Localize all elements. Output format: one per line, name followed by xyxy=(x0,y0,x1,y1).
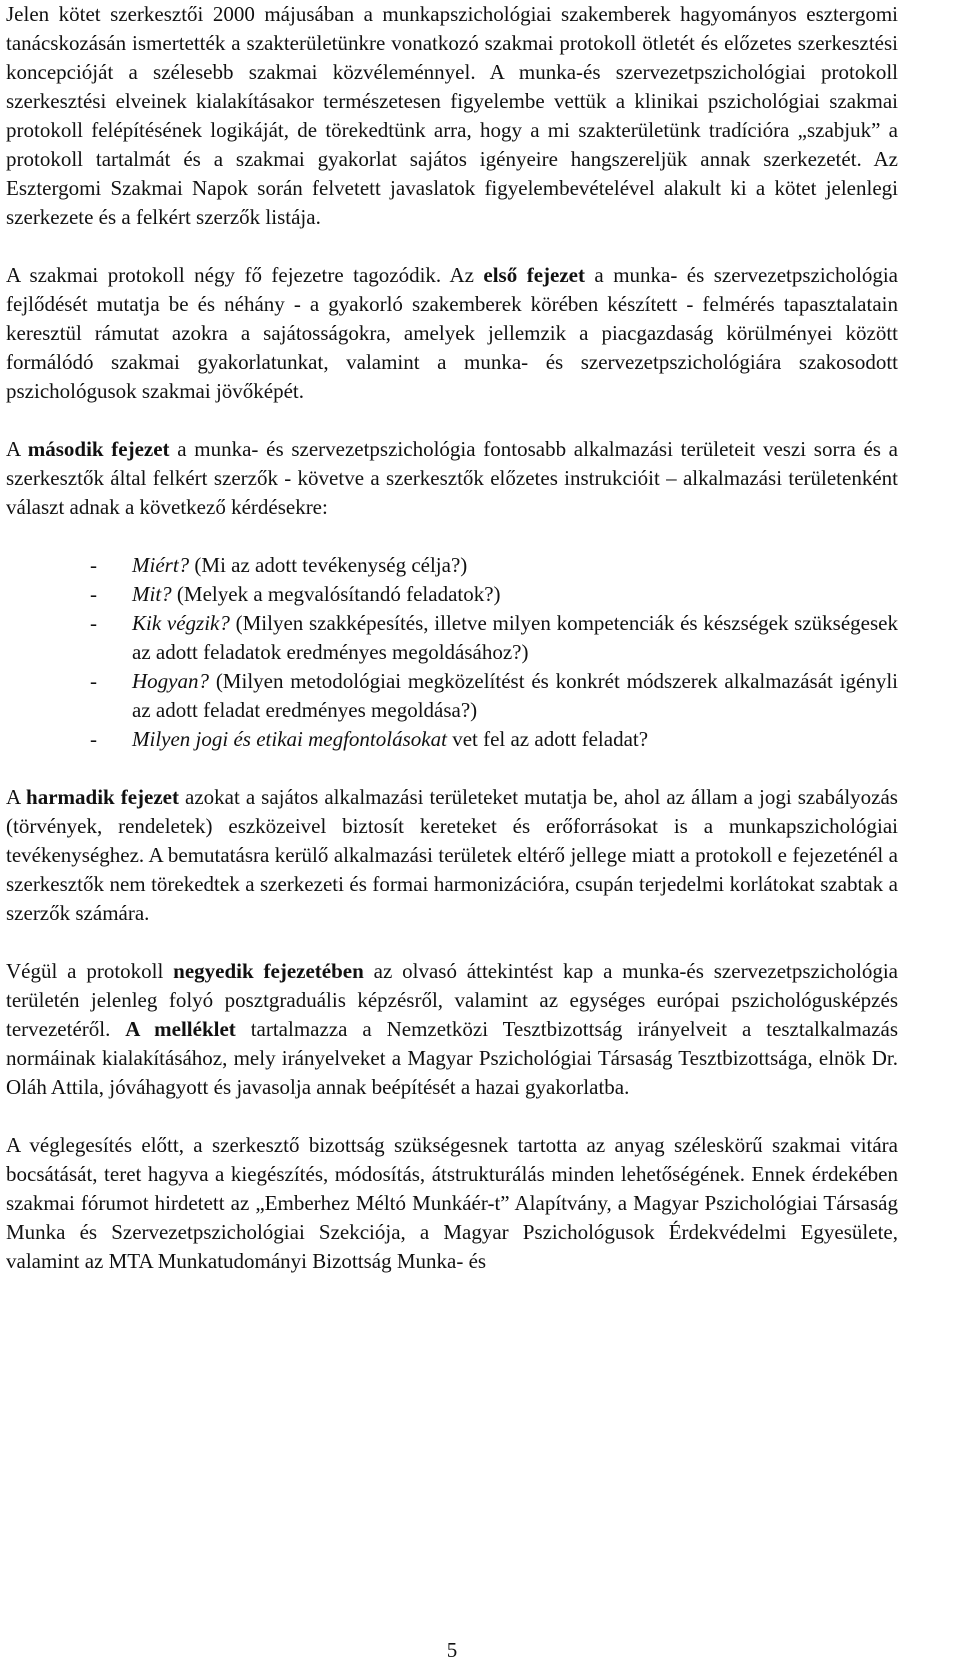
list-dash: - xyxy=(90,727,97,751)
paragraph-intro: Jelen kötet szerkesztői 2000 májusában a munkapszichológiai szakemberek hagyományos esztergomi tanácskozásán ismertették a szakterületünkre vonatkozó szakmai protokoll ötletét és előzetes szerkesztési koncepcióját a szélesebb szakmai közvéleménnyel. A munka-és szervezetpszichológiai protokoll szerkesztési elveinek kialakításakor természetesen figyelembe vettük a klinikai pszichológiai szakmai protokoll felépítésének logikáját, de törekedtünk arra, hogy a mi szakterületünk tradícióra „szabjuk” a protokoll tartalmát és a szakmai gyakorlat sajátos igényeire hangszereljük annak szerkezetét. Az Esztergomi Szakmai Napok során felvetett javaslatok figyelembevételével alakult ki a kötet jelenlegi szerkezete és a felkért szerzők listája. xyxy=(6,2,898,229)
text-span xyxy=(517,263,526,287)
text-span: A xyxy=(6,437,28,461)
question-text: (Milyen metodológiai megközelítést és konkrét módszerek alkalmazását igényli az adott feladat eredményes megoldása?) xyxy=(132,669,898,722)
list-item xyxy=(6,551,898,580)
question-term: Kik végzik? xyxy=(132,611,230,635)
list-item xyxy=(6,667,898,725)
question-term: Hogyan? xyxy=(132,669,209,693)
bold-span: negyedik fejezetében xyxy=(173,959,364,983)
question-text: (Melyek a megvalósítandó feladatok?) xyxy=(171,582,501,606)
page-number: 5 xyxy=(446,1638,458,1662)
text-span: a munka- és szervezetpszichológia fejlődését mutatja be és néhány - a gyakorló szakemberek körében készített - felmérés tapasztalatain keresztül rámutat azokra a sajátosságokra, amelyek jellemzik a piacgazdaság körülményei között formálódó szakmai gyakorlatunkat, valamint a munka- és szervezetpszichológiára szakosodott pszichológusok szakmai jövőképét. xyxy=(6,263,898,403)
paragraph-fourth-chapter xyxy=(6,957,898,1102)
list-item xyxy=(6,725,898,754)
question-text: (Milyen szakképesítés, illetve milyen kompetenciák és készségek szükségesek az adott feladatok eredményes megoldásához?) xyxy=(132,611,898,664)
bold-span: A melléklet xyxy=(125,1017,236,1041)
bold-span: harmadik fejezet xyxy=(26,785,179,809)
list-dash: - xyxy=(90,582,97,606)
text-span: Végül a protokoll xyxy=(6,959,174,983)
list-item xyxy=(6,580,898,609)
list-dash: - xyxy=(90,611,97,635)
text-span: A xyxy=(6,785,27,809)
question-term: Miért? xyxy=(132,553,190,577)
bold-span: fejezet xyxy=(526,263,585,287)
question-term: Milyen jogi és etikai megfontolásokat xyxy=(132,727,447,751)
question-text: vet fel az adott feladat? xyxy=(446,727,649,751)
paragraph-third-chapter xyxy=(6,783,898,928)
document-page xyxy=(6,0,898,1662)
question-text: (Mi az adott tevékenység célja?) xyxy=(189,553,468,577)
question-term: Mit? xyxy=(132,582,172,606)
paragraph-second-chapter xyxy=(6,435,898,522)
paragraph-finalization: A véglegesítés előtt, a szerkesztő bizottság szükségesnek tartotta az anyag széleskörű szakmai vitára bocsátását, teret hagyva a kiegészítés, módosítás, átstrukturálás minden lehetőségének. Ennek érdekében szakmai fórumot hirdetett az „Emberhez Méltó Munkáér-t” Alapítvány, a Magyar Pszichológiai Társaság Munka és Szervezetpszichológiai Szekciója, a Magyar Pszichológusok Érdekvédelmi Egyesülete, valamint az MTA Munkatudományi Bizottság Munka- és xyxy=(6,1133,898,1273)
paragraph-chapters-overview xyxy=(6,261,898,406)
list-item xyxy=(6,609,898,667)
text-span: azokat a sajátos alkalmazási területeket mutatja be, ahol az állam a jogi szabályozás (törvények, rendeletek) eszközeivel biztosít kereteket és erőforrásokat is a munkapszichológiai tevékenységhez. A bemutatásra kerülő alkalmazási területek eltérő jellege miatt a protokoll e fejezeténél a szerkesztők nem törekedtek a szerkezeti és formai harmonizációra, csupán terjedelmi korlátokat szabtak a szerzők számára. xyxy=(6,785,898,925)
text-span: a munka- és szervezetpszichológia fontosabb alkalmazási területeit veszi sorra és a szerkesztők által felkért szerzők - követve a szerkesztők előzetes instrukcióit – alkalmazási területenként választ adnak a következő kérdésekre: xyxy=(6,437,898,519)
question-list xyxy=(6,551,898,754)
bold-span: második fejezet xyxy=(27,437,170,461)
list-dash: - xyxy=(90,669,97,693)
list-dash: - xyxy=(90,553,97,577)
text-span: az olvasó áttekintést kap a munka-és szervezetpszichológia területén jelenleg folyó posztgraduális képzésről, valamint az egységes európai pszichológusképzés tervezetéről. xyxy=(6,959,898,1041)
bold-span: első xyxy=(483,263,518,287)
text-span: tartalmazza a Nemzetközi Tesztbizottság irányelveit a tesztalkalmazás normáinak kialakításához, mely irányelveket a Magyar Pszichológiai Társaság Tesztbizottsága, elnök Dr. Oláh Attila, jóváhagyott és javasolja annak beépítését a hazai gyakorlatba. xyxy=(6,1017,898,1099)
text-span: A szakmai protokoll négy fő fejezetre tagozódik. Az xyxy=(6,263,484,287)
